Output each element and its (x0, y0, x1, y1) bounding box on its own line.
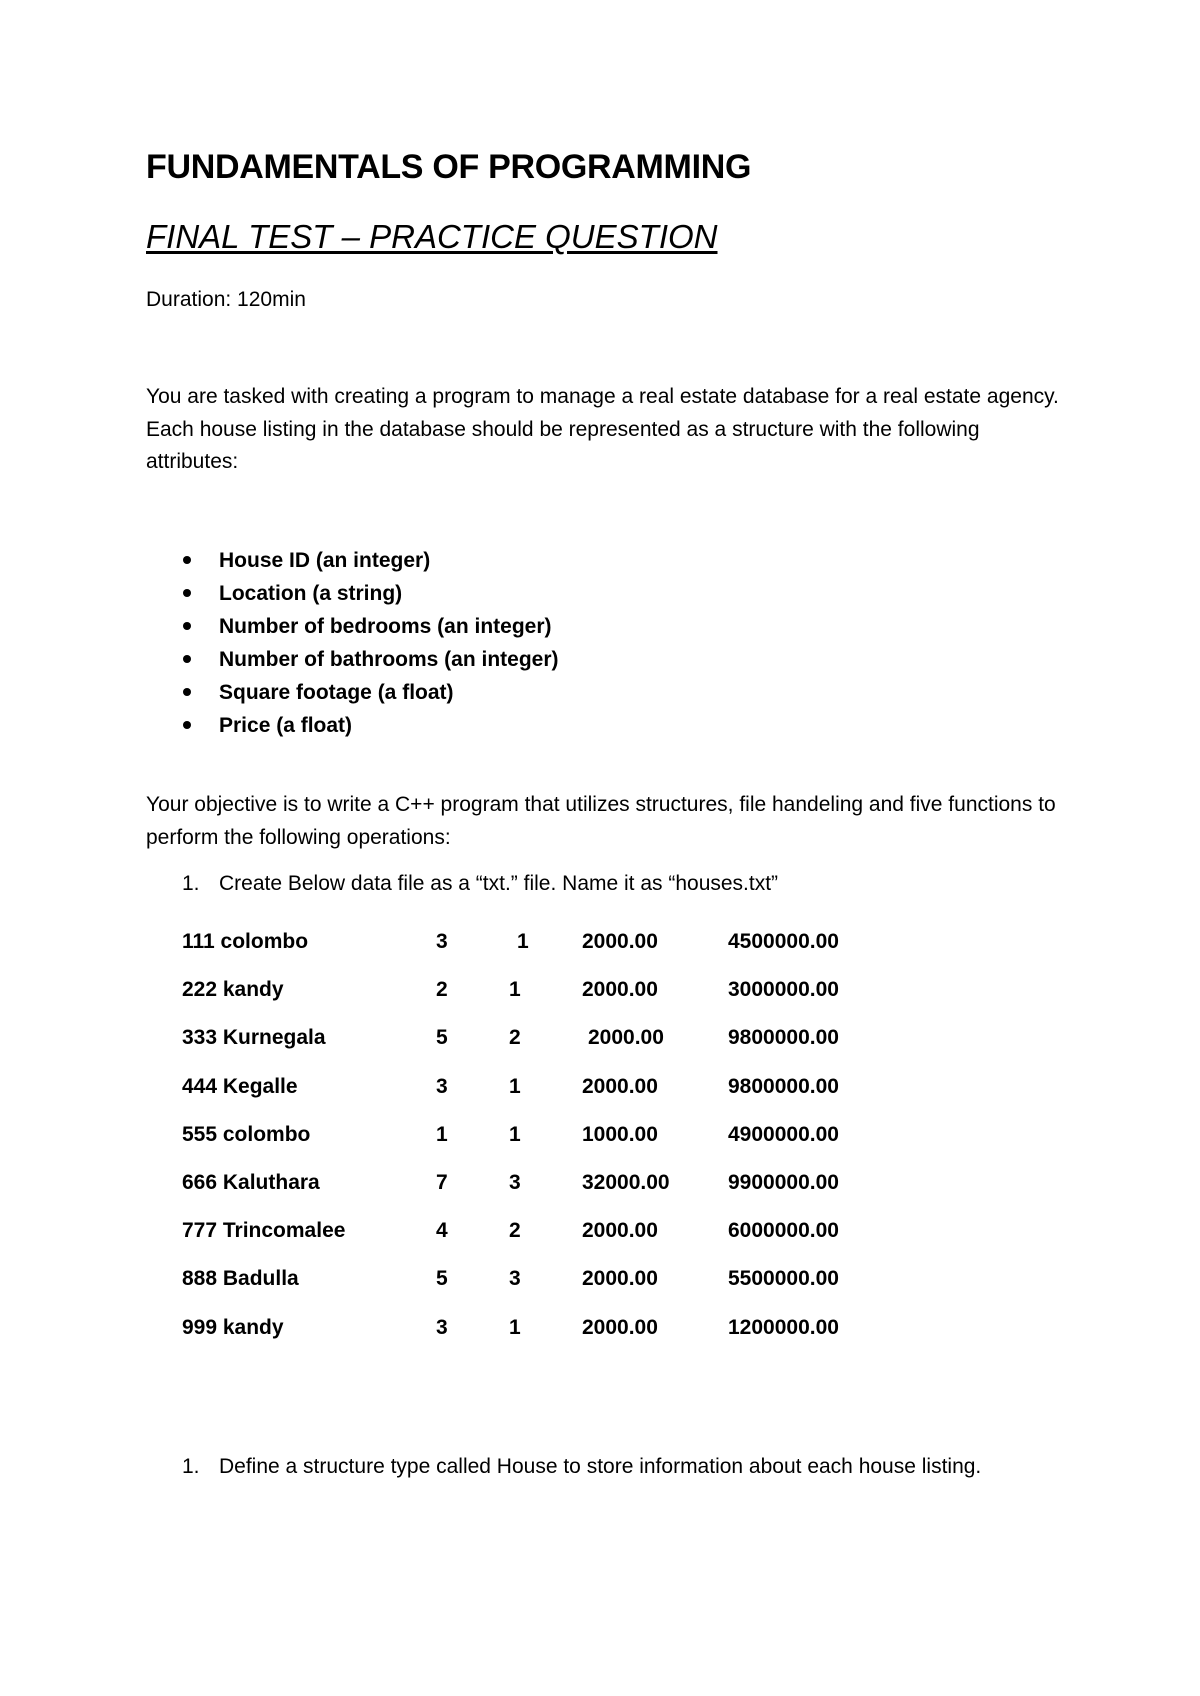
house-price: 5500000.00 (728, 1267, 839, 1291)
attribute-list (146, 544, 559, 742)
house-sqft: 2000.00 (582, 1074, 658, 1098)
attribute-item (146, 643, 559, 676)
house-bedrooms: 3 (436, 1315, 448, 1339)
document-subtitle: FINAL TEST – PRACTICE QUESTION (146, 218, 718, 255)
house-id-location: 999 kandy (182, 1315, 284, 1339)
house-bedrooms: 4 (436, 1219, 448, 1243)
house-sqft: 2000.00 (582, 978, 658, 1002)
table-row (182, 1207, 878, 1255)
house-bathrooms: 1 (509, 1074, 521, 1098)
house-id-location: 444 Kegalle (182, 1074, 298, 1098)
house-price: 4900000.00 (728, 1122, 839, 1146)
house-price: 4500000.00 (728, 930, 839, 954)
bullet-icon (183, 556, 191, 564)
table-row (182, 1304, 878, 1352)
house-price: 9800000.00 (728, 1074, 839, 1098)
bullet-icon (183, 589, 191, 597)
house-price: 6000000.00 (728, 1219, 839, 1243)
house-sqft: 1000.00 (582, 1122, 658, 1146)
bullet-icon (183, 622, 191, 630)
house-bathrooms: 3 (509, 1267, 521, 1291)
attribute-text: Price (a float) (219, 714, 353, 737)
house-sqft: 32000.00 (582, 1171, 670, 1195)
table-row (182, 1063, 878, 1111)
attribute-text: Square footage (a float) (219, 681, 454, 704)
bullet-icon (183, 721, 191, 729)
attribute-text: Location (a string) (219, 582, 403, 605)
house-id-location: 222 kandy (182, 978, 284, 1002)
house-bedrooms: 7 (436, 1171, 448, 1195)
table-row (182, 1111, 878, 1159)
house-sqft: 2000.00 (582, 1219, 658, 1243)
table-row (182, 1159, 878, 1207)
house-price: 9800000.00 (728, 1026, 839, 1050)
house-sqft: 2000.00 (588, 1026, 664, 1050)
house-bedrooms: 5 (436, 1026, 448, 1050)
table-row (182, 1014, 878, 1062)
house-bathrooms: 1 (517, 930, 529, 954)
house-bathrooms: 1 (509, 1122, 521, 1146)
house-sqft: 2000.00 (582, 1315, 658, 1339)
houses-data-table (182, 918, 878, 1352)
step-text: Create Below data file as a “txt.” file. Name it as “houses.txt” (219, 872, 779, 895)
house-bedrooms: 1 (436, 1122, 448, 1146)
bullet-icon (183, 688, 191, 696)
house-price: 3000000.00 (728, 978, 839, 1002)
attribute-item (146, 544, 559, 577)
house-id-location: 111 colombo (182, 930, 309, 954)
house-bathrooms: 1 (509, 1315, 521, 1339)
house-bathrooms: 2 (509, 1219, 521, 1243)
attribute-text: Number of bedrooms (an integer) (219, 615, 552, 638)
document-title: FUNDAMENTALS OF PROGRAMMING (146, 148, 752, 186)
house-sqft: 2000.00 (582, 930, 658, 954)
attribute-item (146, 709, 559, 742)
table-row (182, 1255, 878, 1303)
intro-paragraph: You are tasked with creating a program to manage a real estate database for a real estate agency. Each house listing in the database should be represented as a structure with the following attributes: (146, 385, 1059, 473)
step-number: 1. (182, 1455, 200, 1478)
house-id-location: 777 Trincomalee (182, 1219, 346, 1243)
duration-text: Duration: 120min (146, 288, 306, 311)
step-create-file (182, 872, 778, 896)
step-define-structure (182, 1455, 981, 1479)
house-price: 1200000.00 (728, 1315, 839, 1339)
house-bedrooms: 3 (436, 930, 448, 954)
objective-paragraph: Your objective is to write a C++ program that utilizes structures, file handeling and five functions to perform the following operations: (146, 793, 1056, 849)
attribute-text: House ID (an integer) (219, 549, 431, 572)
house-id-location: 333 Kurnegala (182, 1026, 326, 1050)
step-text: Define a structure type called House to store information about each house listing. (219, 1455, 982, 1478)
house-bedrooms: 2 (436, 978, 448, 1002)
bullet-icon (183, 655, 191, 663)
attribute-item (146, 610, 559, 643)
table-row (182, 966, 878, 1014)
attribute-item (146, 577, 559, 610)
house-bathrooms: 3 (509, 1171, 521, 1195)
house-bathrooms: 2 (509, 1026, 521, 1050)
attribute-item (146, 676, 559, 709)
house-bedrooms: 5 (436, 1267, 448, 1291)
house-bedrooms: 3 (436, 1074, 448, 1098)
house-sqft: 2000.00 (582, 1267, 658, 1291)
house-bathrooms: 1 (509, 978, 521, 1002)
step-number: 1. (182, 872, 200, 895)
house-price: 9900000.00 (728, 1171, 839, 1195)
house-id-location: 666 Kaluthara (182, 1171, 320, 1195)
house-id-location: 555 colombo (182, 1122, 311, 1146)
attribute-text: Number of bathrooms (an integer) (219, 648, 559, 671)
table-row (182, 918, 878, 966)
house-id-location: 888 Badulla (182, 1267, 299, 1291)
